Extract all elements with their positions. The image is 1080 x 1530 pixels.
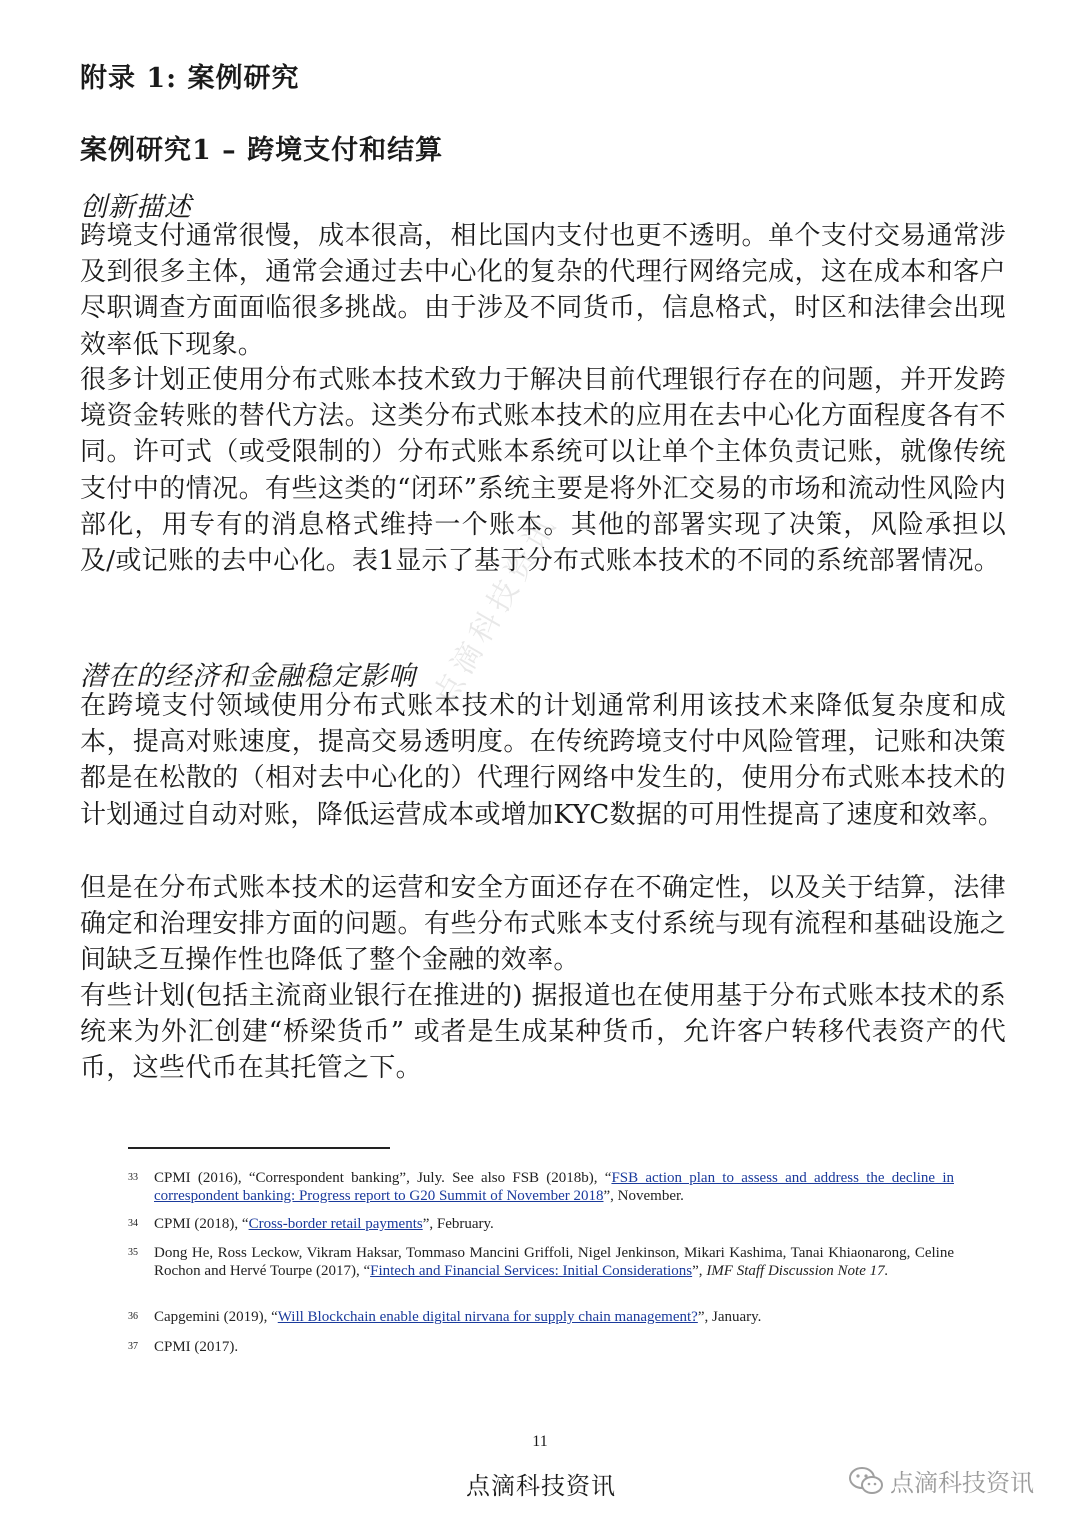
footnote: [128, 1245, 954, 1280]
watermark-text: 点滴科技资讯: [426, 506, 566, 712]
footnote-divider: [128, 1147, 390, 1149]
footnote-number: 34: [128, 1218, 138, 1229]
paragraph: 但是在分布式账本技术的运营和安全方面还存在不确定性，以及关于结算，法律确定和治理安排方面的问题。有些分布式账本支付系统与现有流程和基础设施之间缺乏互操作性也降低了整个金融的效率。: [80, 873, 1006, 976]
footnote-number: 36: [128, 1311, 138, 1322]
footnote: [128, 1339, 954, 1357]
wechat-watermark: [848, 1463, 1034, 1498]
footnote-link[interactable]: Will Blockchain enable digital nirvana for supply chain management?: [277, 1309, 698, 1325]
footnote-link[interactable]: FSB action plan to assess and address the decline in correspondent banking: Progress report to G20 Summit of November 2018: [154, 1170, 954, 1204]
economic-impact-heading: 潜在的经济和金融稳定影响: [80, 661, 416, 692]
wechat-icon: [848, 1466, 884, 1496]
innovation-description-heading: 创新描述: [80, 192, 192, 223]
footnote-text: CPMI (2018), “: [154, 1216, 249, 1232]
footnote-link[interactable]: Cross-border retail payments: [248, 1216, 423, 1232]
footnote-text: ”, November.: [603, 1187, 684, 1204]
footnote-italic-text: IMF Staff Discussion Note 17.: [706, 1262, 889, 1279]
footnote-number: 37: [128, 1341, 138, 1352]
footnote: [128, 1309, 954, 1327]
paragraph: 跨境支付通常很慢，成本很高，相比国内支付也更不透明。单个支付交易通常涉及到很多主体，通常会通过去中心化的复杂的代理行网络完成，这在成本和客户尽职调查方面面临很多挑战。由于涉及不同货币，信息格式，时区和法律会出现效率低下现象。: [80, 221, 1006, 360]
footnote-text: CPMI (2016), “Correspondent banking”, July. See also FSB (2018b), “: [154, 1170, 612, 1186]
footnote-text: Capgemini (2019), “: [154, 1309, 278, 1325]
footnote-text: ”, February.: [422, 1216, 494, 1232]
page-number: 11: [532, 1433, 548, 1450]
footnote-link[interactable]: Fintech and Financial Services: Initial Considerations: [370, 1262, 693, 1279]
paragraph: 有些计划(包括主流商业银行在推进的) 据报道也在使用基于分布式账本技术的系统来为外汇创建“桥梁货币” 或者是生成某种货币，允许客户转移代表资产的代币，这些代币在其托管之下。: [80, 981, 1006, 1084]
footnote: [128, 1216, 954, 1234]
page-footer: 点滴科技资讯: [466, 1472, 616, 1500]
footnote-text: Dong He, Ross Leckow, Vikram Haksar, Tommaso Mancini Griffoli, Nigel Jenkinson, Mikari Kashima, Tanai Khiaonarong, Celine Rochon and Hervé Tourpe (2017), “: [154, 1245, 954, 1279]
appendix-heading: 附录 1: 案例研究: [80, 63, 300, 94]
wechat-label: 点滴科技资讯: [890, 1469, 1034, 1497]
footnote-text: CPMI (2017).: [154, 1339, 239, 1355]
footnote-text: ”, January.: [697, 1309, 762, 1325]
paragraph: 在跨境支付领域使用分布式账本技术的计划通常利用该技术来降低复杂度和成本，提高对账速度，提高交易透明度。在传统跨境支付中风险管理，记账和决策都是在松散的（相对去中心化的）代理行网络中发生的，使用分布式账本技术的计划通过自动对账，降低运营成本或增加KYC数据的可用性提高了速度和效率。: [80, 691, 1006, 830]
case-study-heading: 案例研究1 – 跨境支付和结算: [80, 135, 444, 166]
paragraph: 很多计划正使用分布式账本技术致力于解决目前代理银行存在的问题，并开发跨境资金转账的替代方法。这类分布式账本技术的应用在去中心化方面程度各有不同。许可式（或受限制的）分布式账本系统可以让单个主体负责记账，就像传统支付中的情况。有些这类的“闭环”系统主要是将外汇交易的市场和流动性风险内部化，用专有的消息格式维持一个账本。其他的部署实现了决策，风险承担以及/或记账的去中心化。表1显示了基于分布式账本技术的不同的系统部署情况。: [80, 365, 1006, 577]
footnote-number: 35: [128, 1247, 138, 1258]
footnote-number: 33: [128, 1172, 138, 1183]
footnote-text: ”,: [692, 1262, 707, 1279]
footnote: [128, 1170, 954, 1205]
